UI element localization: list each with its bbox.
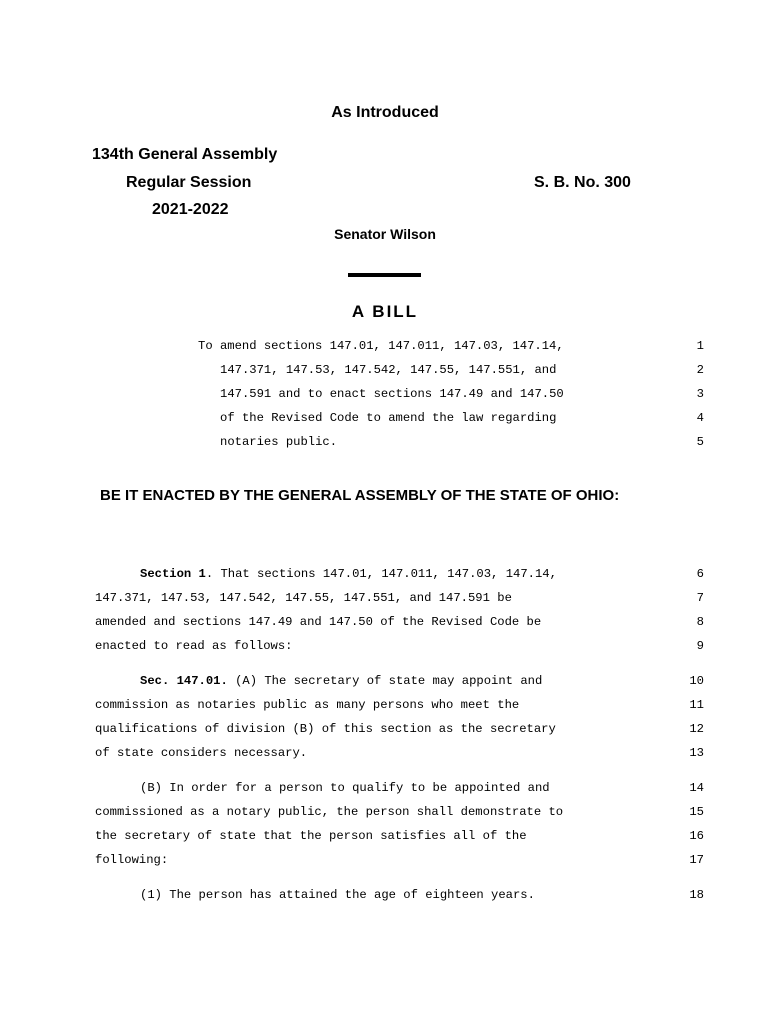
line-number: 4 (696, 411, 704, 425)
bill-number: S. B. No. 300 (534, 174, 631, 191)
body-line: the secretary of state that the person satisfies all of the (95, 829, 527, 843)
bill-sponsor: Senator Wilson (334, 226, 436, 242)
line-number: 8 (696, 615, 704, 629)
session-type: Regular Session (126, 174, 252, 191)
section-label: Sec. 147.01. (140, 674, 228, 688)
line-number: 1 (696, 339, 704, 353)
section-text: . That sections 147.01, 147.011, 147.03, 147.14, (205, 567, 557, 581)
general-assembly: 134th General Assembly (92, 146, 278, 163)
line-number: 3 (696, 387, 704, 401)
title-line-4: of the Revised Code to amend the law regarding (220, 411, 557, 425)
line-number: 18 (689, 888, 704, 902)
body-line: (1) The person has attained the age of eighteen years. (140, 888, 535, 902)
session-years: 2021-2022 (152, 201, 229, 218)
body-line: qualifications of division (B) of this section as the secretary (95, 722, 556, 736)
bill-heading: A BILL (351, 302, 419, 321)
line-number: 13 (689, 746, 704, 760)
title-line-5: notaries public. (220, 435, 338, 449)
line-number: 11 (689, 698, 704, 712)
body-line: enacted to read as follows: (95, 639, 293, 653)
body-line: commission as notaries public as many persons who meet the (95, 698, 520, 712)
line-number: 15 (689, 805, 704, 819)
title-line-1: To amend sections 147.01, 147.011, 147.03, 147.14, (198, 339, 564, 353)
title-line-3: 147.591 and to enact sections 147.49 and 147.50 (220, 387, 564, 401)
line-number: 6 (696, 567, 704, 581)
section-text: (A) The secretary of state may appoint and (227, 674, 543, 688)
bill-status: As Introduced (331, 104, 439, 121)
line-number: 2 (696, 363, 704, 377)
body-line: following: (95, 853, 169, 867)
body-line: of state considers necessary. (95, 746, 308, 760)
enacting-clause: BE IT ENACTED BY THE GENERAL ASSEMBLY OF THE STATE OF OHIO: (100, 487, 620, 504)
body-line: (B) In order for a person to qualify to be appointed and (140, 781, 550, 795)
divider-rule (348, 273, 421, 277)
body-line: commissioned as a notary public, the person shall demonstrate to (95, 805, 564, 819)
line-number: 5 (696, 435, 704, 449)
line-number: 9 (696, 639, 704, 653)
section-label: Section 1 (140, 567, 206, 581)
body-line: 147.371, 147.53, 147.542, 147.55, 147.551, and 147.591 be (95, 591, 512, 605)
sec-147-01-first-line (140, 674, 542, 688)
line-number: 7 (696, 591, 704, 605)
line-number: 17 (689, 853, 704, 867)
line-number: 14 (689, 781, 704, 795)
body-line: amended and sections 147.49 and 147.50 of the Revised Code be (95, 615, 542, 629)
section-1-first-line (140, 567, 557, 581)
line-number: 12 (689, 722, 704, 736)
line-number: 16 (689, 829, 704, 843)
title-line-2: 147.371, 147.53, 147.542, 147.55, 147.551, and (220, 363, 557, 377)
line-number: 10 (689, 674, 704, 688)
